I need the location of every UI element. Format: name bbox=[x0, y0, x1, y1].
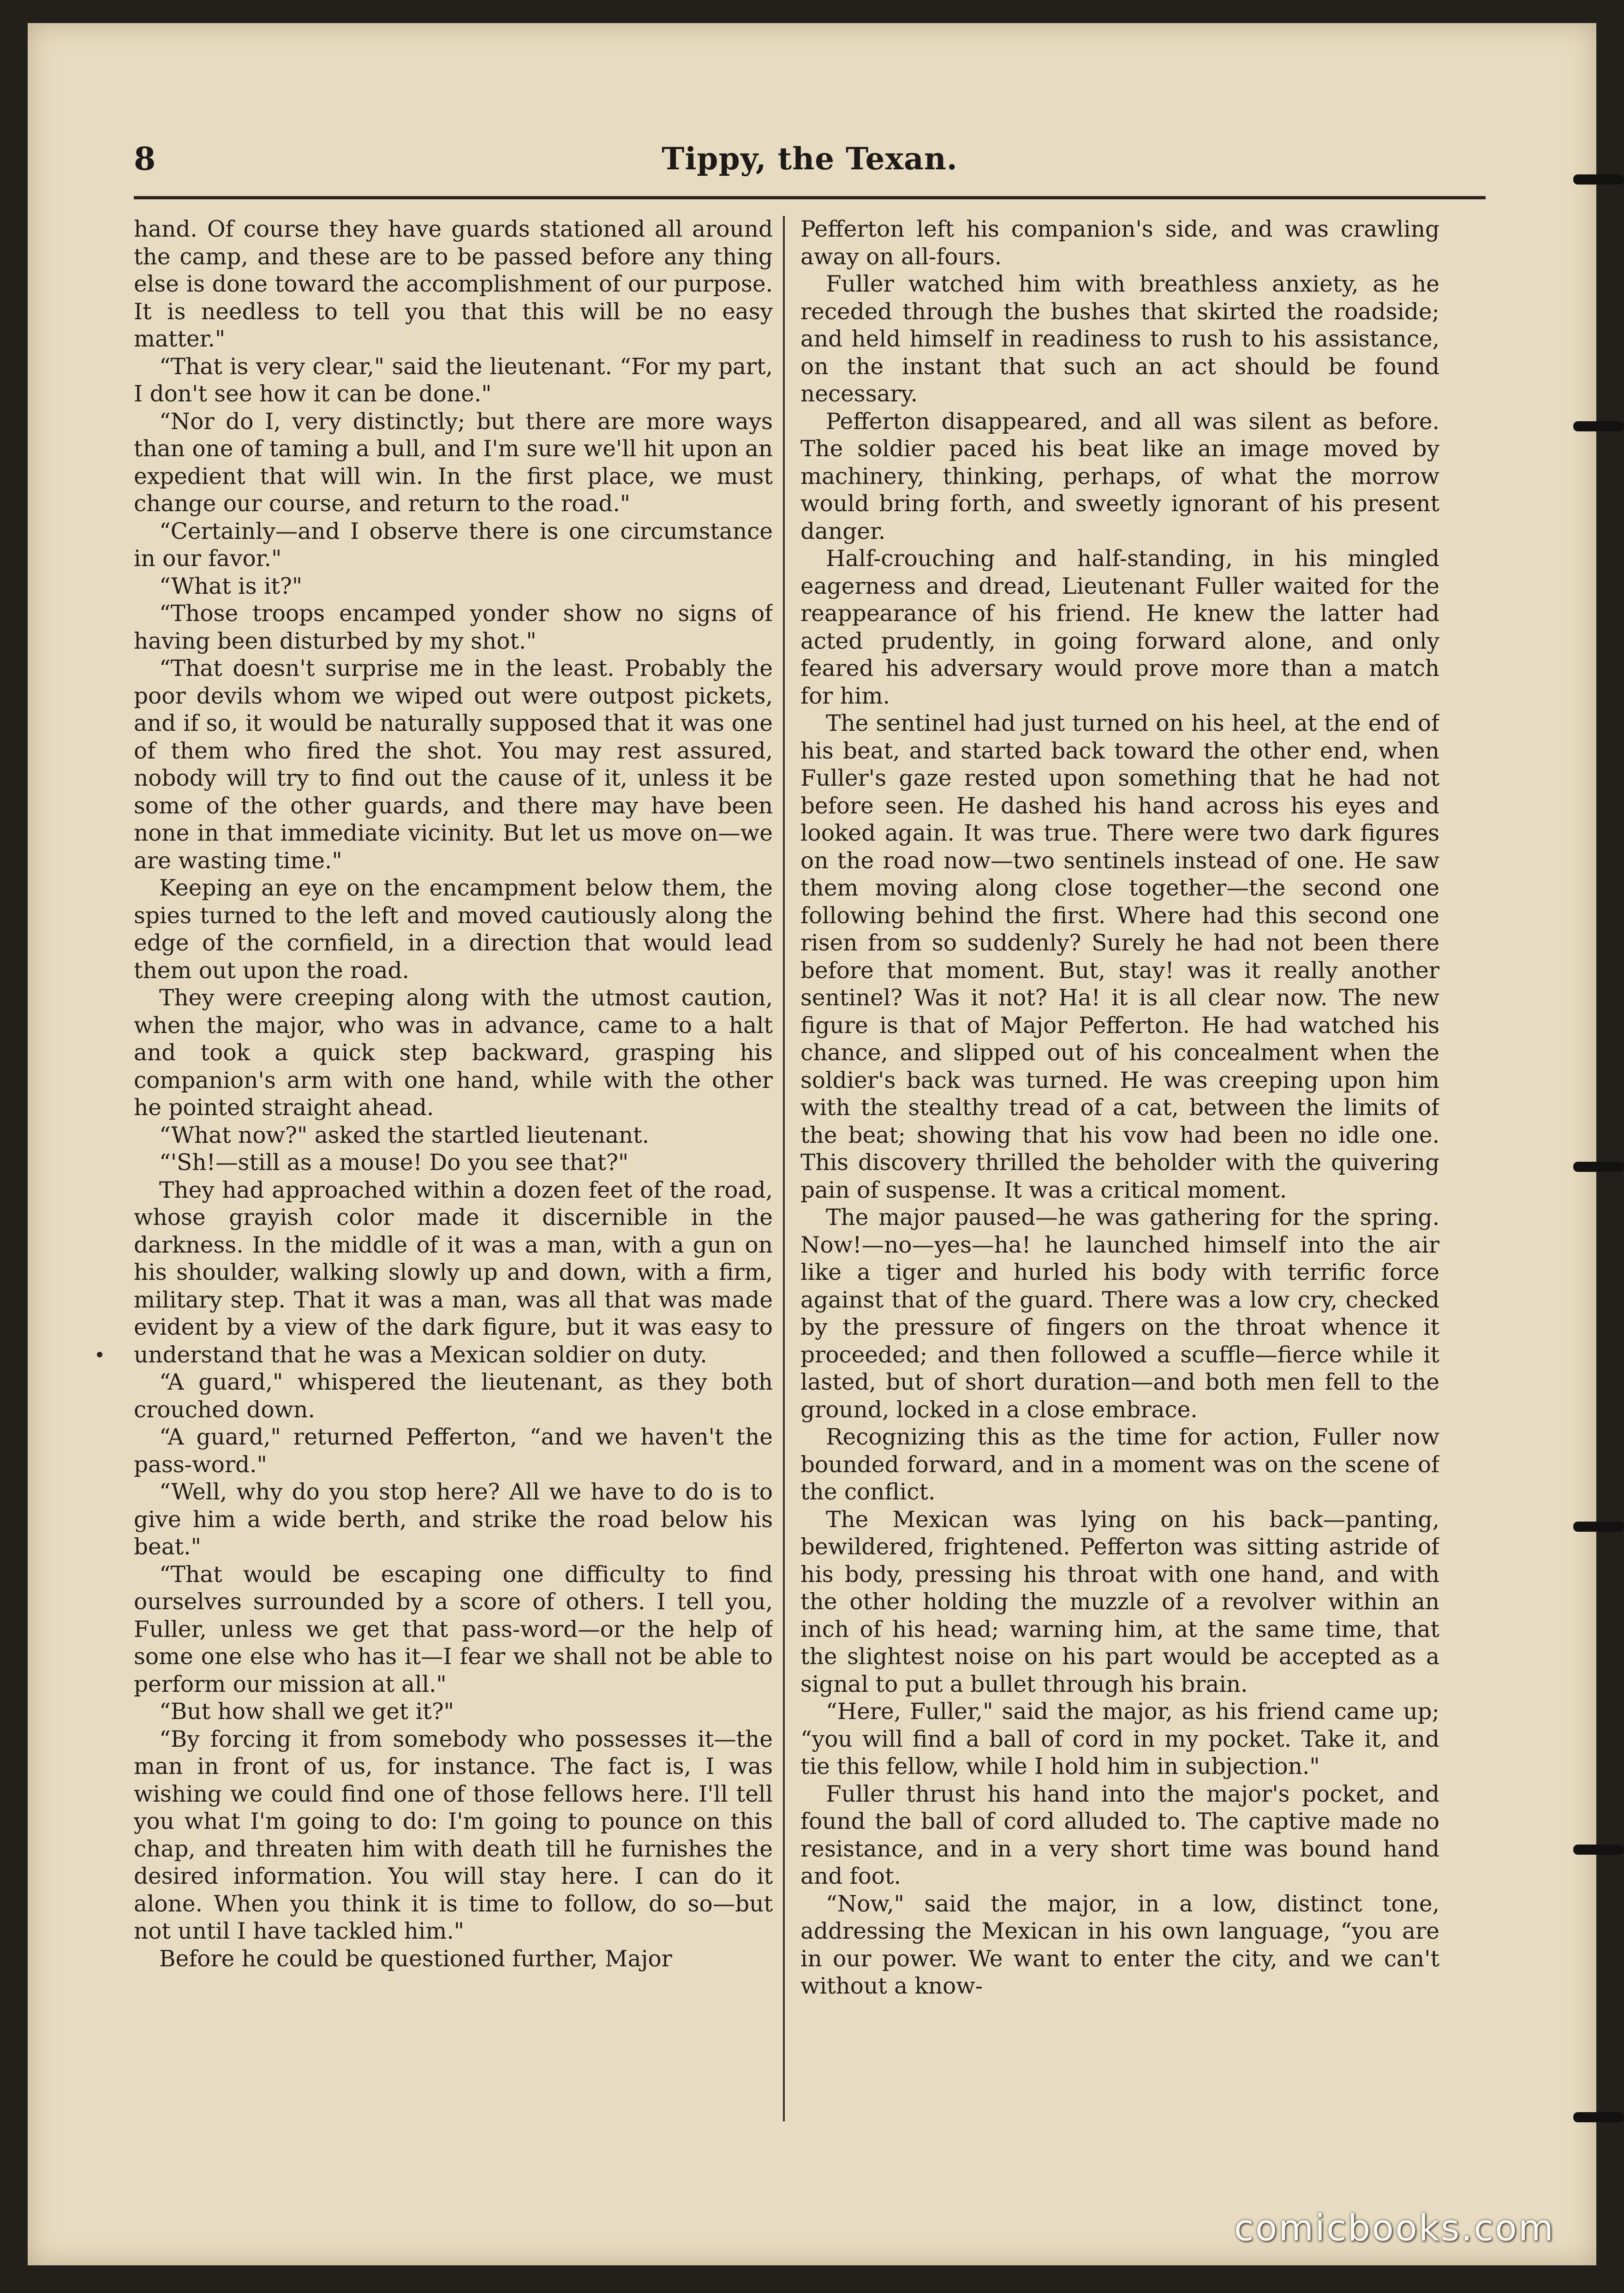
binding-staple-3 bbox=[1569, 1158, 1624, 1176]
paragraph: “Now," said the major, in a low, distinct tone, addressing the Mexican in his own language, “you are in our power. We want to enter the city, and we can't without a know- bbox=[800, 1891, 1439, 1999]
right-column bbox=[800, 216, 1439, 2121]
paragraph: “Certainly—and I observe there is one circumstance in our favor." bbox=[134, 518, 773, 572]
page-header bbox=[134, 131, 1486, 199]
left-column bbox=[134, 216, 773, 2121]
paragraph: Fuller watched him with breathless anxiety, as he receded through the bushes that skirted the roadside; and held himself in readiness to rush to his assistance, on the instant that such an act should be found necessary. bbox=[800, 271, 1439, 407]
paragraph: The major paused—he was gathering for the spring. Now!—no—yes—ha! he launched himself into the air like a tiger and hurled his body with terrific force against that of the guard. There was a low cry, checked by the pressure of fingers on the throat whence it proceeded; and then followed a scuffle—fierce while it lasted, but of short duration—and both men fell to the ground, locked in a close embrace. bbox=[800, 1205, 1439, 1423]
paragraph: “That is very clear," said the lieutenant. “For my part, I don't see how it can be done." bbox=[134, 353, 773, 407]
binding-staple-4 bbox=[1569, 1518, 1624, 1536]
binding-staple-5 bbox=[1569, 1841, 1624, 1859]
binding-staple-1 bbox=[1569, 171, 1624, 189]
watermark-text: comicbooks.com bbox=[1234, 2208, 1555, 2249]
binding-staple-6 bbox=[1569, 2108, 1624, 2127]
paragraph: “What now?" asked the startled lieutenant. bbox=[159, 1122, 650, 1148]
paragraph: Before he could be questioned further, Major bbox=[159, 1946, 672, 1972]
page-number: 8 bbox=[134, 141, 156, 178]
paragraph: “What is it?" bbox=[159, 573, 303, 599]
paragraph: The sentinel had just turned on his heel, at the end of his beat, and started back toward the other end, when Fuller's gaze rested upon something that he had not before seen. He dashed his hand across his eyes and looked again. It was true. There were two dark figures on the road now—two sentinels instead of one. He saw them moving along close together—the second one following behind the first. Where had this second one risen from so suddenly? Surely he had not been there before that moment. But, stay! was it really another sentinel? Was it not? Ha! it is all clear now. The new figure is that of Major Pefferton. He had watched his chance, and slipped out of his concealment when the soldier's back was turned. He was creeping upon him with the stealthy tread of a cat, between the limits of the beat; showing that his vow had been no idle one. This discovery thrilled the beholder with the quivering pain of suspense. It was a critical moment. bbox=[800, 711, 1439, 1203]
paragraph: Pefferton disappeared, and all was silent as before. The soldier paced his beat like an image moved by machinery, thinking, perhaps, of what the morrow would bring forth, and sweetly ignorant of his present danger. bbox=[800, 408, 1439, 544]
paragraph: Half-crouching and half-standing, in his mingled eagerness and dread, Lieutenant Fuller waited for the reappearance of his friend. He knew the latter had acted prudently, in going forward alone, and only feared his adversary would prove more than a match for him. bbox=[800, 546, 1439, 709]
paragraph: Pefferton left his companion's side, and was crawling away on all-fours. bbox=[800, 216, 1439, 270]
column-divider bbox=[783, 216, 785, 2121]
paragraph: “That doesn't surprise me in the least. Probably the poor devils whom we wiped out were outpost pickets, and if so, it would be naturally supposed that it was one of them who fired the shot. You may rest assured, nobody will try to find out the cause of it, unless it be some of the other guards, and there may have been none in that immediate vicinity. But let us move on—we are wasting time." bbox=[134, 656, 773, 874]
paragraph: “Those troops encamped yonder show no signs of having been disturbed by my shot." bbox=[134, 601, 773, 654]
paragraph: “Here, Fuller," said the major, as his friend came up; “you will find a ball of cord in my pocket. Take it, and tie this fellow, while I hold him in subjection." bbox=[800, 1699, 1439, 1779]
paragraph: The Mexican was lying on his back—panting, bewildered, frightened. Pefferton was sitting astride of his body, pressing his throat with one hand, and with the other holding the muzzle of a revolver within an inch of his head; warning him, at the same time, that the slightest noise on his part would be accepted as a signal to put a bullet through his brain. bbox=[800, 1506, 1439, 1697]
paragraph: hand. Of course they have guards stationed all around the camp, and these are to be passed before any thing else is done toward the accomplishment of our purpose. It is needless to tell you that this will be no easy matter." bbox=[134, 216, 773, 352]
paragraph: “'Sh!—still as a mouse! Do you see that?" bbox=[159, 1150, 629, 1176]
running-title: Tippy, the Texan. bbox=[662, 141, 958, 177]
paragraph: Fuller thrust his hand into the major's pocket, and found the ball of cord alluded to. The captive made no resistance, and in a very short time was bound hand and foot. bbox=[800, 1781, 1439, 1889]
binding-staple-2 bbox=[1569, 418, 1624, 436]
paragraph: “Well, why do you stop here? All we have to do is to give him a wide berth, and strike the road below his beat." bbox=[134, 1479, 773, 1560]
paragraph: They had approached within a dozen feet of the road, whose grayish color made it discernible in the darkness. In the middle of it was a man, with a gun on his shoulder, walking slowly up and down, with a firm, military step. That it was a man, was all that was made evident by a view of the dark figure, but it was easy to understand that he was a Mexican soldier on duty. bbox=[134, 1177, 773, 1368]
book-page bbox=[28, 23, 1596, 2265]
paragraph: “A guard," returned Pefferton, “and we haven't the pass-word." bbox=[134, 1424, 773, 1478]
paragraph: “By forcing it from somebody who possesses it—the man in front of us, for instance. The fact is, I was wishing we could find one of those fellows here. I'll tell you what I'm going to do: I'm going to pounce on this chap, and threaten him with death till he furnishes the desired information. You will stay here. I can do it alone. When you think it is time to follow, do so—but not until I have tackled him." bbox=[134, 1726, 773, 1944]
paragraph: They were creeping along with the utmost caution, when the major, who was in advance, came to a halt and took a quick step backward, grasping his companion's arm with one hand, while with the other he pointed straight ahead. bbox=[134, 985, 773, 1121]
margin-speck bbox=[97, 1352, 102, 1357]
paragraph: “A guard," whispered the lieutenant, as they both crouched down. bbox=[134, 1369, 773, 1423]
paragraph: Recognizing this as the time for action, Fuller now bounded forward, and in a moment was on the scene of the conflict. bbox=[800, 1424, 1439, 1505]
paragraph: “Nor do I, very distinctly; but there are more ways than one of taming a bull, and I'm sure we'll hit upon an expedient that will win. In the first place, we must change our course, and return to the road." bbox=[134, 408, 773, 517]
paragraph: “That would be escaping one difficulty to find ourselves surrounded by a score of others. I tell you, Fuller, unless we get that pass-word—or the help of some one else who has it—I fear we shall not be able to perform our mission at all." bbox=[134, 1561, 773, 1697]
paragraph: “But how shall we get it?" bbox=[159, 1699, 454, 1725]
paragraph: Keeping an eye on the encampment below them, the spies turned to the left and moved cautiously along the edge of the cornfield, in a direction that would lead them out upon the road. bbox=[134, 875, 773, 984]
